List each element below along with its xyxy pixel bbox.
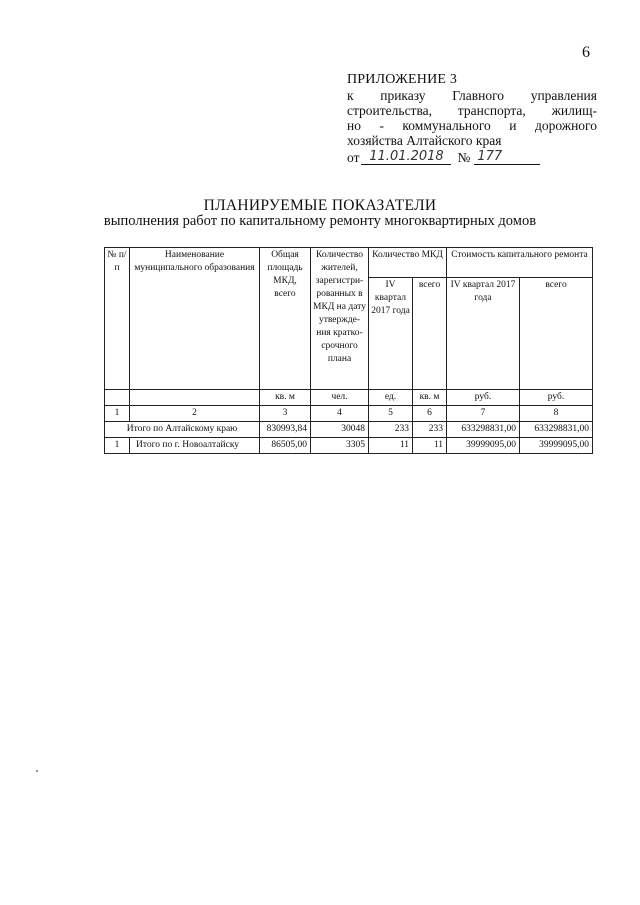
column-number: 7: [447, 406, 520, 422]
header-mkd-q4: IV квартал 2017 года: [369, 278, 413, 390]
row-mkd-q4: 233: [369, 422, 413, 438]
table-row: [105, 438, 593, 454]
appendix-line: к приказу Главного управления: [347, 88, 597, 103]
unit-cell: ед.: [369, 390, 413, 406]
row-area: 830993,84: [260, 422, 311, 438]
header-mkd-group: Количество МКД: [369, 248, 447, 278]
column-number: 8: [520, 406, 593, 422]
row-name: Итого по г. Новоалтайску: [130, 438, 260, 454]
order-date-number-row: [347, 148, 597, 165]
unit-cell: кв. м: [413, 390, 447, 406]
unit-cell: чел.: [311, 390, 369, 406]
appendix-title: ПРИЛОЖЕНИЕ 3: [347, 72, 458, 87]
column-number: 4: [311, 406, 369, 422]
page-number: 6: [582, 44, 590, 61]
document-subtitle: выполнения работ по капитальному ремонту многоквартирных домов: [103, 213, 537, 229]
units-row: [105, 390, 593, 406]
column-number: 2: [130, 406, 260, 422]
unit-cell: [130, 390, 260, 406]
row-mkd-total: 233: [413, 422, 447, 438]
row-cost-total: 633298831,00: [520, 422, 593, 438]
row-area: 86505,00: [260, 438, 311, 454]
unit-cell: кв. м: [260, 390, 311, 406]
handwritten-order-number: 177: [474, 150, 540, 165]
header-cost-total: всего: [520, 278, 593, 390]
unit-cell: руб.: [447, 390, 520, 406]
appendix-line: хозяйства Алтайского края: [347, 133, 502, 148]
row-cost-total: 39999095,00: [520, 438, 593, 454]
appendix-line: строительства, транспорта, жилищ-: [347, 103, 597, 118]
header-cost-group: Стоимость капитального ремонта: [447, 248, 593, 278]
column-number-row: [105, 406, 593, 422]
appendix-block: [347, 72, 597, 165]
date-prefix: от: [347, 150, 360, 165]
header-area: Общая площадь МКД, всего: [260, 248, 311, 390]
column-number: 6: [413, 406, 447, 422]
appendix-line: но - коммунального и дорожного: [347, 118, 597, 133]
row-cost-q4: 39999095,00: [447, 438, 520, 454]
handwritten-date: 11.01.2018: [361, 150, 451, 165]
scan-speck: [36, 770, 38, 772]
row-residents: 3305: [311, 438, 369, 454]
indicators-table: [104, 247, 593, 454]
row-mkd-total: 11: [413, 438, 447, 454]
column-number: 3: [260, 406, 311, 422]
row-residents: 30048: [311, 422, 369, 438]
column-number: 1: [105, 406, 130, 422]
row-mkd-q4: 11: [369, 438, 413, 454]
header-mkd-total: всего: [413, 278, 447, 390]
header-name: Наименование муниципального образования: [130, 248, 260, 390]
header-residents: Количество жителей, зарегистри-рованных в МКД на дату утвержде-ния кратко-срочного плана: [311, 248, 369, 390]
document-title: ПЛАНИРУЕМЫЕ ПОКАЗАТЕЛИ: [203, 197, 437, 214]
number-prefix: №: [457, 150, 471, 165]
header-cost-q4: IV квартал 2017 года: [447, 278, 520, 390]
column-number: 5: [369, 406, 413, 422]
header-row: [105, 248, 593, 278]
row-num: 1: [105, 438, 130, 454]
row-cost-q4: 633298831,00: [447, 422, 520, 438]
table-row: [105, 422, 593, 438]
unit-cell: руб.: [520, 390, 593, 406]
row-name-total-region: Итого по Алтайскому краю: [105, 422, 260, 438]
header-num: № п/п: [105, 248, 130, 390]
unit-cell: [105, 390, 130, 406]
